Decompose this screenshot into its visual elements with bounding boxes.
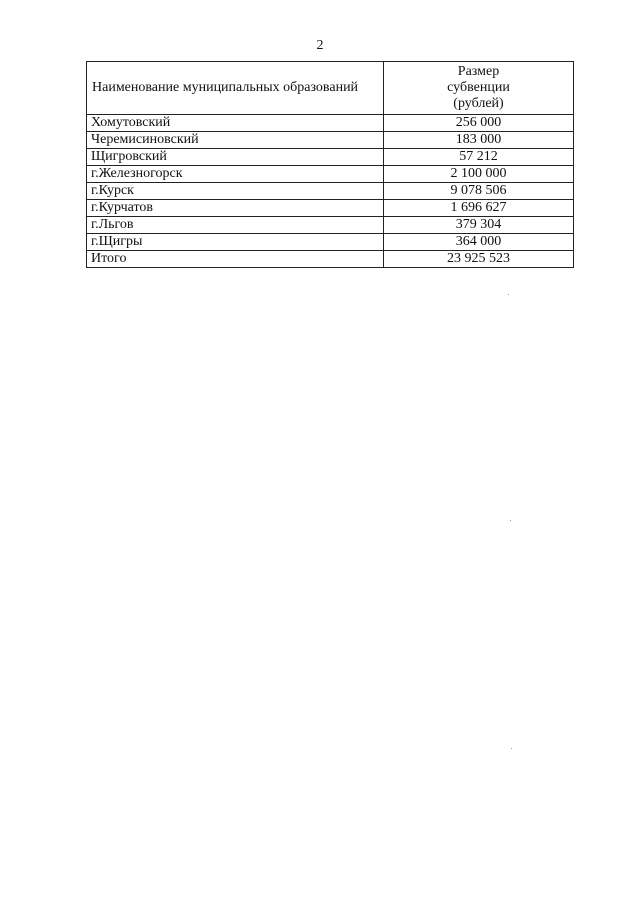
page-number: 2 [316,38,324,53]
header-municipality: Наименование муниципальных образований [87,62,384,115]
table-total-row [87,251,574,268]
scan-speck [508,294,509,295]
municipality-name: Хомутовский [87,115,384,132]
table-row [87,217,574,234]
table-row [87,183,574,200]
subsidy-amount: 2 100 000 [384,166,574,183]
municipality-name: Черемисиновский [87,132,384,149]
table-row [87,166,574,183]
table-row [87,115,574,132]
municipality-name: Щигровский [87,149,384,166]
table-row [87,234,574,251]
subsidy-amount: 57 212 [384,149,574,166]
municipality-name: г.Курчатов [87,200,384,217]
table-row [87,149,574,166]
subsidy-amount: 364 000 [384,234,574,251]
header-subsidy-amount [384,62,574,115]
municipality-name: г.Льгов [87,217,384,234]
scan-speck [511,748,512,749]
header-amount-line: Размер [457,64,500,79]
scan-speck [510,520,511,521]
subsidy-amount: 183 000 [384,132,574,149]
total-amount: 23 925 523 [384,251,574,268]
header-amount-line: субвенции [447,80,510,95]
subsidy-table [86,61,574,268]
municipality-name: г.Железногорск [87,166,384,183]
table-row [87,200,574,217]
subsidy-amount: 9 078 506 [384,183,574,200]
municipality-name: г.Щигры [87,234,384,251]
subsidy-amount: 256 000 [384,115,574,132]
municipality-name: г.Курск [87,183,384,200]
subsidy-amount: 379 304 [384,217,574,234]
header-amount-line: (рублей) [453,96,504,111]
table-header-row [87,62,574,115]
subsidy-amount: 1 696 627 [384,200,574,217]
total-label: Итого [87,251,384,268]
table-row [87,132,574,149]
